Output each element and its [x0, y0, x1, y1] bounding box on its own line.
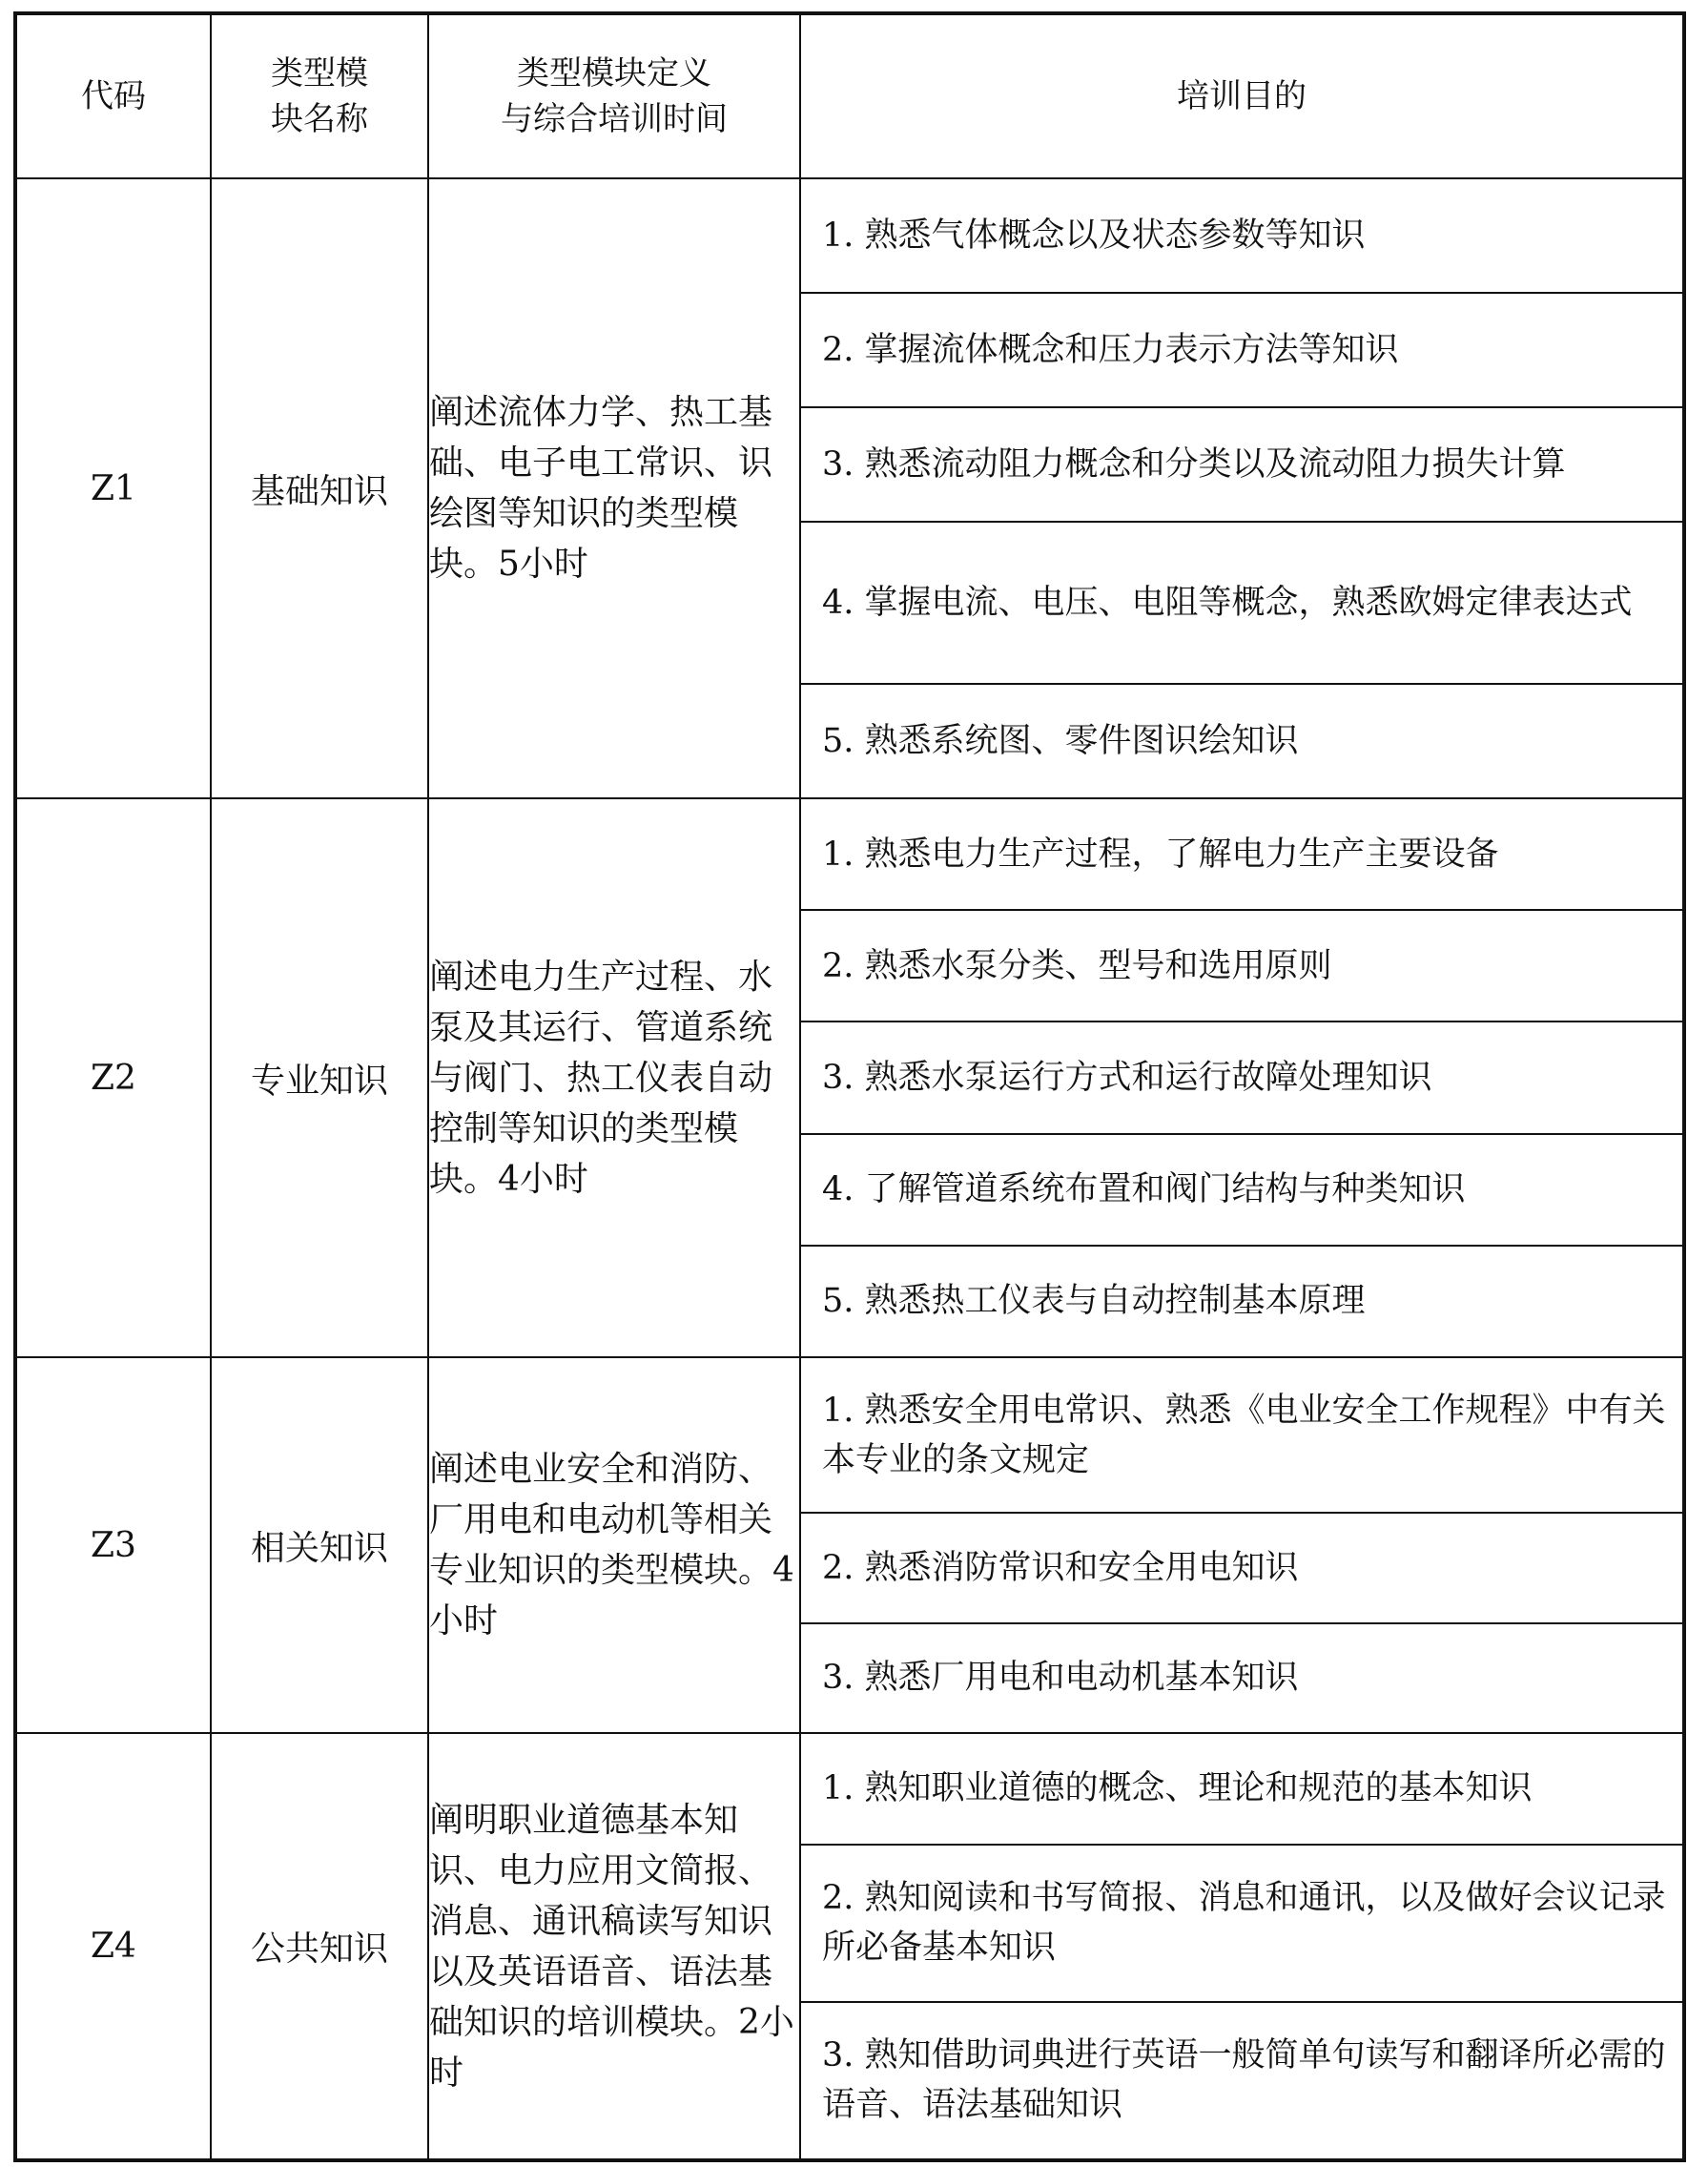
- header-training-goal: 培训目的: [800, 13, 1684, 178]
- training-module-sheet: [13, 11, 1682, 2156]
- module-goals: [800, 798, 1684, 1357]
- module-definition: 阐述流体力学、热工基础、电子电工常识、识绘图等知识的类型模块。5小时: [428, 178, 800, 798]
- module-goals: [800, 178, 1684, 798]
- header-code: 代码: [15, 13, 211, 178]
- goal-item: 2. 熟知阅读和书写简报、消息和通讯，以及做好会议记录所必备基本知识: [801, 1846, 1682, 2003]
- module-goals: [800, 1357, 1684, 1733]
- module-code: Z4: [15, 1733, 211, 2160]
- goal-item: 3. 熟知借助词典进行英语一般简单句读写和翻译所必需的语音、语法基础知识: [822, 2036, 1666, 2125]
- goal-item: 1. 熟悉电力生产过程，了解电力生产主要设备: [801, 799, 1682, 911]
- module-code: Z1: [15, 178, 211, 798]
- goal-item: 2. 掌握流体概念和压力表示方法等知识: [801, 294, 1682, 408]
- goal-item: 4. 掌握电流、电压、电阻等概念，熟悉欧姆定律表达式: [801, 523, 1682, 685]
- module-definition: 阐述电力生产过程、水泵及其运行、管道系统与阀门、热工仪表自动控制等知识的类型模块。4小时: [428, 798, 800, 1357]
- module-code: Z3: [15, 1357, 211, 1733]
- table-row: [15, 1733, 1684, 2160]
- goal-item: 3. 熟悉流动阻力概念和分类以及流动阻力损失计算: [801, 408, 1682, 523]
- goal-item: 5. 熟悉热工仪表与自动控制基本原理: [822, 1282, 1366, 1321]
- module-definition: 阐述电业安全和消防、厂用电和电动机等相关专业知识的类型模块。4小时: [428, 1357, 800, 1733]
- goal-item: 1. 熟悉气体概念以及状态参数等知识: [801, 179, 1682, 294]
- goal-item: 2. 熟悉水泵分类、型号和选用原则: [801, 911, 1682, 1022]
- module-name: 专业知识: [211, 798, 428, 1357]
- header-row: [15, 13, 1684, 178]
- goal-item: 3. 熟悉水泵运行方式和运行故障处理知识: [801, 1022, 1682, 1134]
- goal-item: 1. 熟悉安全用电常识、熟悉《电业安全工作规程》中有关本专业的条文规定: [801, 1358, 1682, 1514]
- module-name: 相关知识: [211, 1357, 428, 1733]
- table-row: [15, 178, 1684, 798]
- header-module-definition: 类型模块定义 与综合培训时间: [428, 13, 800, 178]
- module-name: 公共知识: [211, 1733, 428, 2160]
- module-name: 基础知识: [211, 178, 428, 798]
- goal-item: 5. 熟悉系统图、零件图识绘知识: [822, 721, 1299, 760]
- header-module-name: 类型模 块名称: [211, 13, 428, 178]
- table-row: [15, 798, 1684, 1357]
- goal-item: 1. 熟知职业道德的概念、理论和规范的基本知识: [801, 1734, 1682, 1846]
- module-code: Z2: [15, 798, 211, 1357]
- goal-item: 3. 熟悉厂用电和电动机基本知识: [822, 1659, 1299, 1698]
- module-goals: [800, 1733, 1684, 2160]
- training-module-table: [13, 11, 1686, 2162]
- goal-item: 2. 熟悉消防常识和安全用电知识: [801, 1514, 1682, 1623]
- table-row: [15, 1357, 1684, 1733]
- goal-item: 4. 了解管道系统布置和阀门结构与种类知识: [801, 1135, 1682, 1247]
- module-definition: 阐明职业道德基本知识、电力应用文简报、消息、通讯稿读写知识以及英语语音、语法基础知识的培训模块。2小时: [428, 1733, 800, 2160]
